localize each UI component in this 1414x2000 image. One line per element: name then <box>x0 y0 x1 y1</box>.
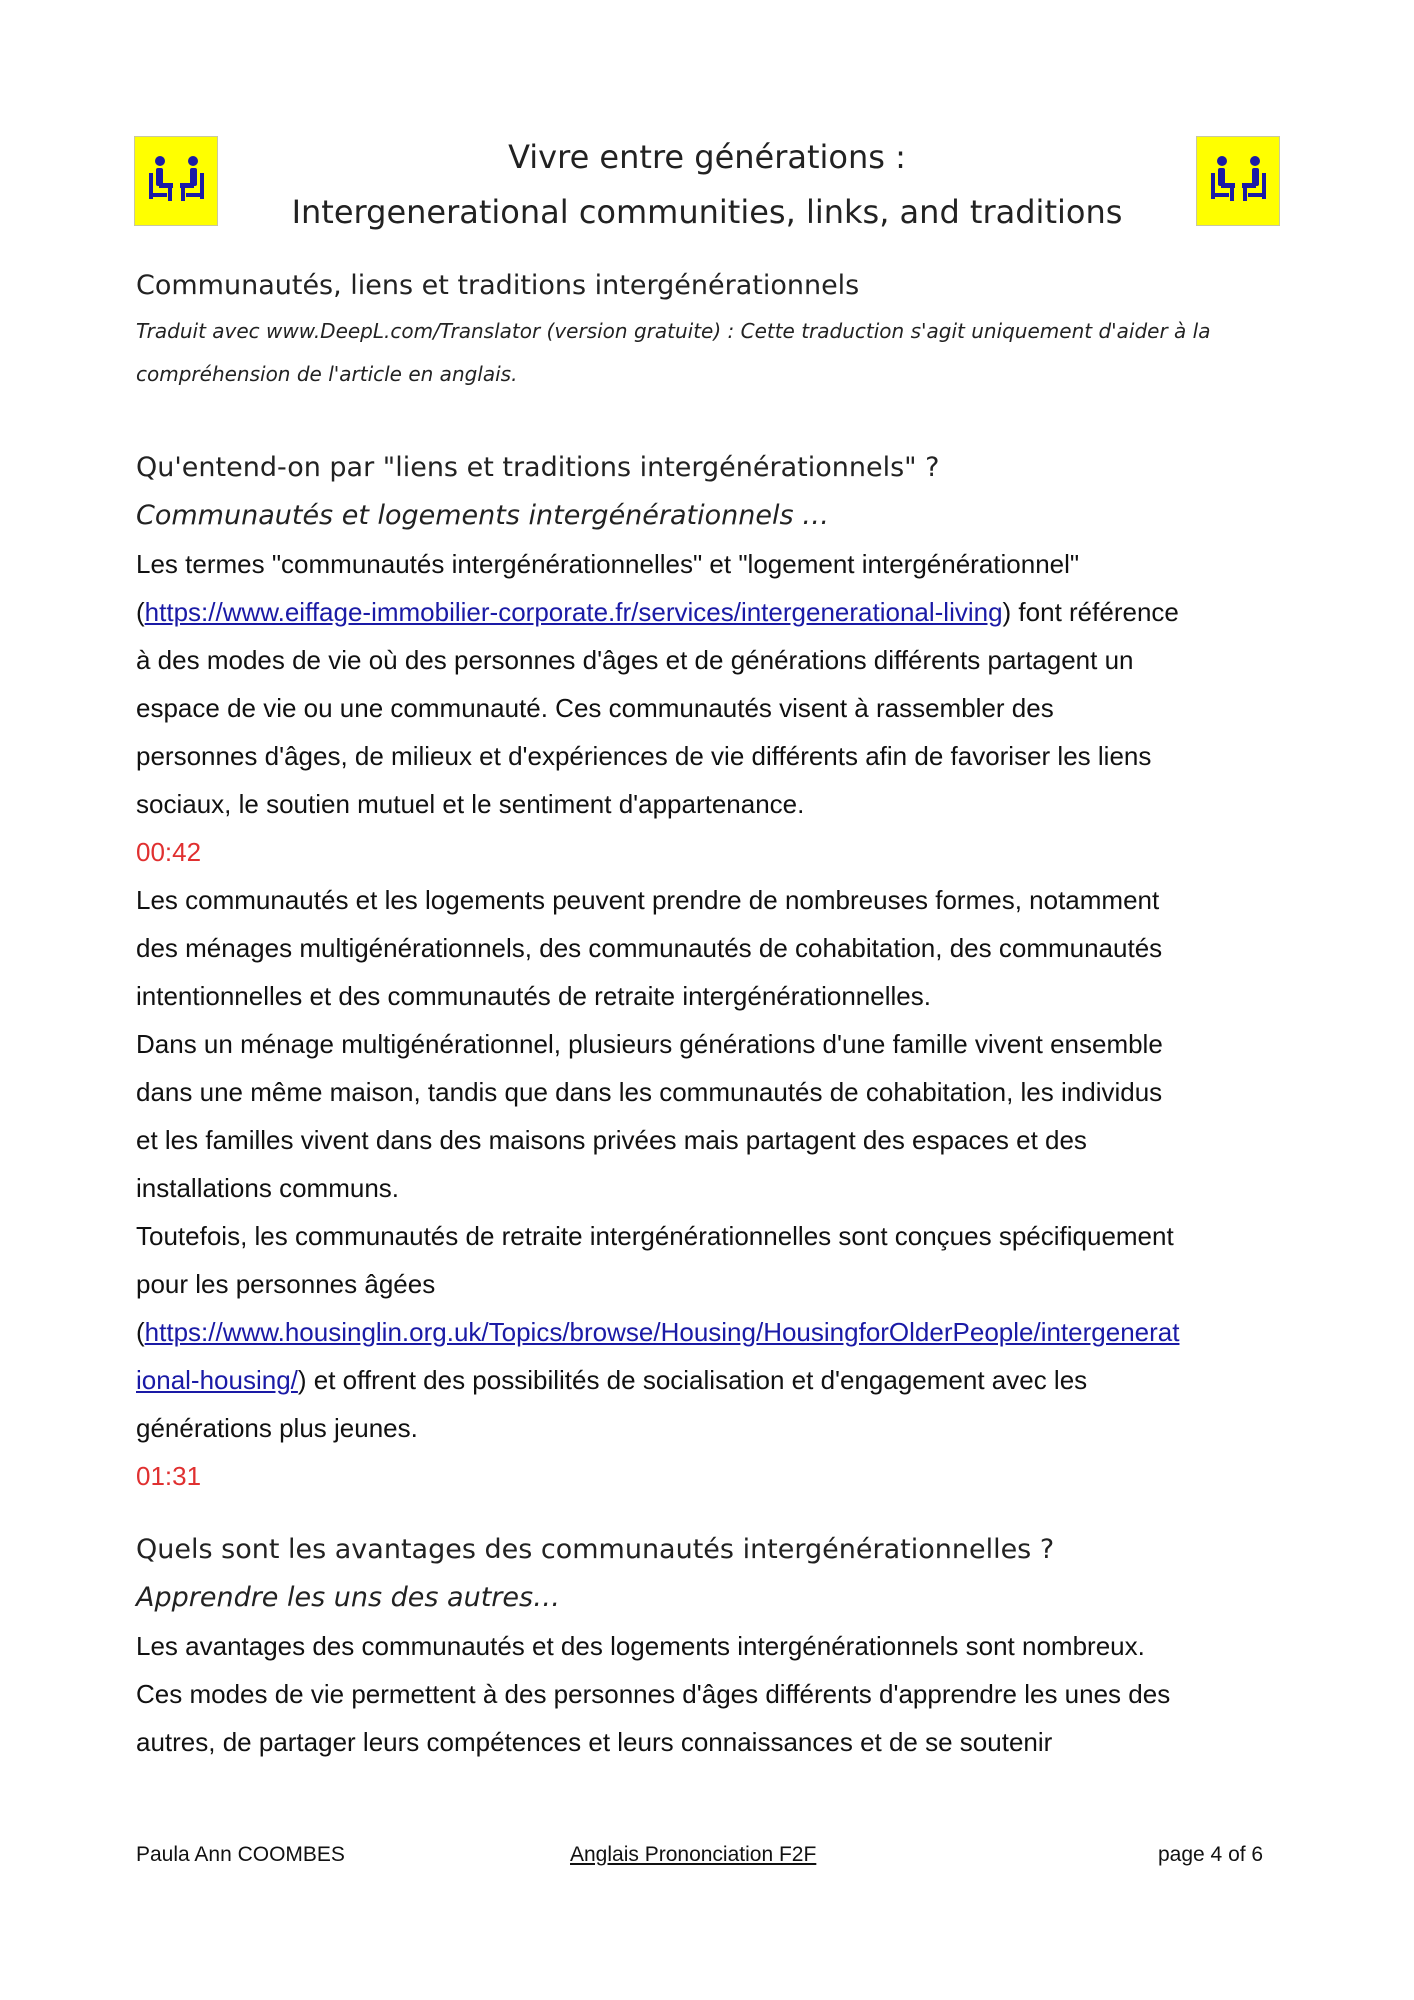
text-line <box>136 1356 1336 1404</box>
text-line: Toutefois, les communautés de retraite intergénérationnelles sont conçues spécifiquement <box>136 1221 1174 1251</box>
text-line: intentionnelles et des communautés de retraite intergénérationnelles. <box>136 981 931 1011</box>
text-line: sociaux, le soutien mutuel et le sentiment d'appartenance. <box>136 789 805 819</box>
timestamp: 00:42 <box>136 837 202 867</box>
footer-author: Paula Ann COOMBES <box>136 1843 345 1866</box>
eiffage-link[interactable]: https://www.eiffage-immobilier-corporate.fr/services/intergenerational-living <box>144 597 1003 627</box>
text-line: personnes d'âges, de milieux et d'expériences de vie différents afin de favoriser les liens <box>136 741 1152 771</box>
text-line: installations communs. <box>136 1173 399 1203</box>
text-line: générations plus jeunes. <box>136 1413 418 1443</box>
text-line <box>136 588 1336 636</box>
section-subheading: Communautés et logements intergénérationnels … <box>136 500 830 531</box>
text-line: dans une même maison, tandis que dans les communautés de cohabitation, les individus <box>136 1077 1163 1107</box>
text-line: Dans un ménage multigénérationnel, plusieurs générations d'une famille vivent ensemble <box>136 1029 1163 1059</box>
section-heading: Quels sont les avantages des communautés intergénérationnelles ? <box>136 1534 1055 1565</box>
timestamp: 01:31 <box>136 1461 202 1491</box>
page-title-line-2: Intergenerational communities, links, and traditions <box>291 193 1123 231</box>
page-title-line-1: Vivre entre générations : <box>508 138 906 176</box>
text-line: des ménages multigénérationnels, des communautés de cohabitation, des communautés <box>136 933 1163 963</box>
text-line: pour les personnes âgées <box>136 1269 436 1299</box>
text-line: à des modes de vie où des personnes d'âges et de générations différents partagent un <box>136 645 1134 675</box>
section-subheading: Apprendre les uns des autres… <box>136 1582 561 1613</box>
translator-note <box>136 310 1266 396</box>
text-line: Les termes "communautés intergénérationnelles" et "logement intergénérationnel" <box>136 549 1080 579</box>
text-fragment: ) font référence <box>1002 597 1179 627</box>
translator-note-line: compréhension de l'article en anglais. <box>136 362 518 386</box>
text-line <box>136 1308 1336 1356</box>
paren: ( <box>136 597 145 627</box>
text-fragment: ) et offrent des possibilités de socialisation et d'engagement avec les <box>297 1365 1088 1395</box>
section-heading: Qu'entend-on par "liens et traditions intergénérationnels" ? <box>136 452 940 483</box>
translator-note-line: Traduit avec www.DeepL.com/Translator (version gratuite) : Cette traduction s'agit uniquement d'aider à la <box>136 319 1211 343</box>
text-line: autres, de partager leurs compétences et leurs connaissances et de se soutenir <box>136 1727 1053 1757</box>
text-line: espace de vie ou une communauté. Ces communautés visent à rassembler des <box>136 693 1054 723</box>
text-line: et les familles vivent dans des maisons privées mais partagent des espaces et des <box>136 1125 1087 1155</box>
paren: ( <box>136 1317 145 1347</box>
text-line: Les communautés et les logements peuvent prendre de nombreuses formes, notamment <box>136 885 1160 915</box>
housinglin-link-continued[interactable]: ional-housing/ <box>136 1365 298 1395</box>
document-body <box>136 262 1336 1766</box>
footer-page-number: page 4 of 6 <box>1158 1843 1264 1866</box>
text-line: Ces modes de vie permettent à des personnes d'âges différents d'apprendre les unes des <box>136 1679 1171 1709</box>
footer-course-link[interactable]: Anglais Prononciation F2F <box>570 1843 817 1866</box>
housinglin-link[interactable]: https://www.housinglin.org.uk/Topics/browse/Housing/HousingforOlderPeople/intergenerat <box>144 1317 1180 1347</box>
text-line: Les avantages des communautés et des logements intergénérationnels sont nombreux. <box>136 1631 1145 1661</box>
intro-heading: Communautés, liens et traditions intergénérationnels <box>136 270 860 301</box>
